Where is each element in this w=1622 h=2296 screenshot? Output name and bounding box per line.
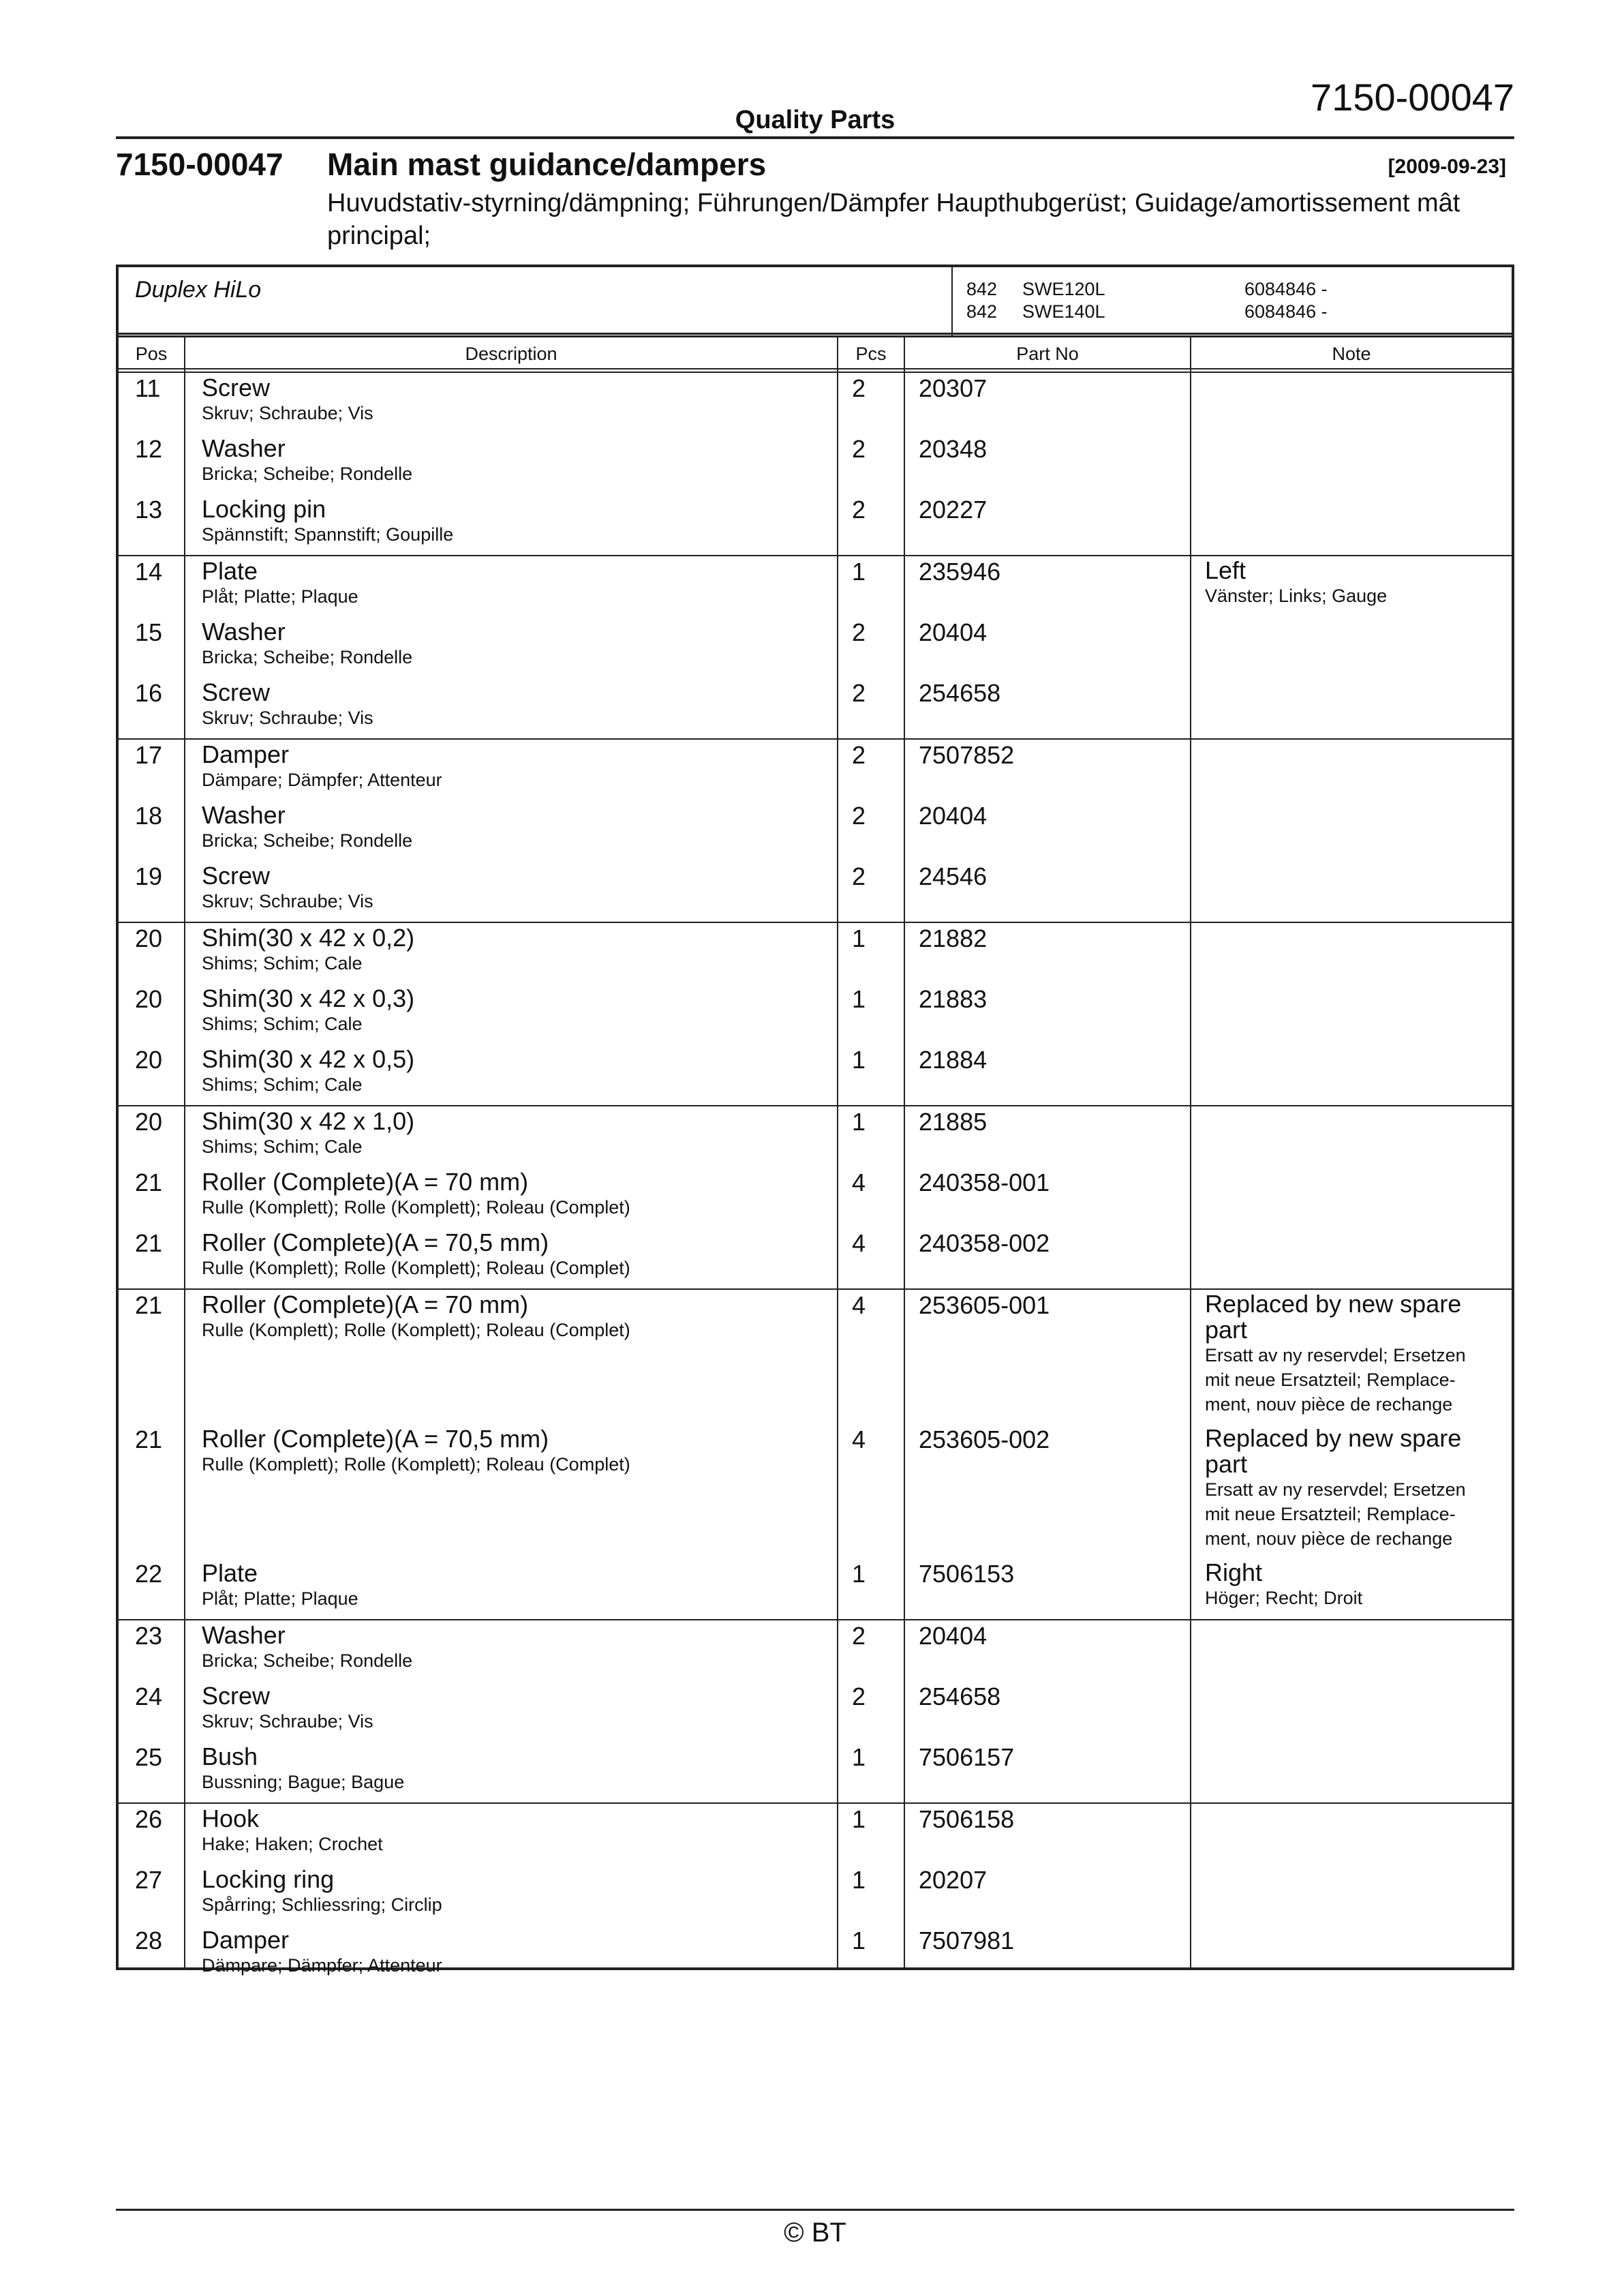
part-no-cell: 235946 bbox=[919, 558, 1001, 586]
description-cell bbox=[202, 741, 442, 791]
description-text: Locking pin bbox=[202, 495, 326, 523]
description-translation: Dämpare; Dämpfer; Attenteur bbox=[202, 1955, 442, 1976]
variant-model: SWE120L bbox=[1022, 279, 1105, 299]
variant-serial: 6084846 - bbox=[1244, 301, 1328, 322]
table-row bbox=[119, 494, 1512, 555]
part-no-cell: 20404 bbox=[919, 1622, 988, 1650]
table-row bbox=[119, 1106, 1512, 1167]
row-group bbox=[119, 373, 1512, 556]
column-header-row bbox=[119, 337, 1512, 368]
description-text: Shim(30 x 42 x 0,5) bbox=[202, 1045, 415, 1073]
description-text: Bush bbox=[202, 1742, 258, 1770]
pcs-cell: 1 bbox=[852, 1927, 866, 1954]
description-cell bbox=[202, 1425, 630, 1476]
pcs-cell: 4 bbox=[852, 1229, 866, 1257]
table-row bbox=[119, 617, 1512, 678]
description-cell bbox=[202, 1046, 414, 1096]
pcs-cell: 1 bbox=[852, 985, 866, 1013]
pos-cell: 25 bbox=[135, 1743, 163, 1771]
description-cell bbox=[202, 435, 412, 485]
description-translation: Bricka; Scheibe; Rondelle bbox=[202, 464, 413, 484]
pos-cell: 20 bbox=[135, 985, 163, 1013]
description-text: Screw bbox=[202, 374, 271, 402]
part-no-cell: 20307 bbox=[919, 374, 988, 402]
pos-cell: 20 bbox=[135, 924, 163, 952]
column-header-description: Description bbox=[465, 344, 557, 364]
description-text: Shim(30 x 42 x 0,2) bbox=[202, 924, 415, 952]
pcs-cell: 2 bbox=[852, 496, 866, 524]
pos-cell: 20 bbox=[135, 1046, 163, 1074]
description-text: Washer bbox=[202, 618, 286, 646]
table-row bbox=[119, 923, 1512, 984]
pos-cell: 26 bbox=[135, 1805, 163, 1833]
column-header-part-no: Part No bbox=[1016, 344, 1079, 364]
part-no-cell: 20227 bbox=[919, 496, 988, 524]
row-group bbox=[119, 1804, 1512, 1986]
row-group bbox=[119, 923, 1512, 1106]
description-translation: Plåt; Platte; Plaque bbox=[202, 1588, 358, 1609]
column-header-note: Note bbox=[1332, 344, 1371, 364]
pcs-cell: 2 bbox=[852, 862, 866, 890]
table-row bbox=[119, 1044, 1512, 1105]
table-row bbox=[119, 1167, 1512, 1228]
pcs-cell: 2 bbox=[852, 679, 866, 707]
note-text: Left bbox=[1205, 556, 1246, 584]
description-translation: Bussning; Bague; Bague bbox=[202, 1772, 405, 1792]
description-translation: Shims; Schim; Cale bbox=[202, 1074, 363, 1095]
part-no-cell: 20404 bbox=[919, 802, 988, 830]
row-group bbox=[119, 1290, 1512, 1620]
description-cell bbox=[202, 985, 414, 1036]
table-row bbox=[119, 740, 1512, 800]
description-cell bbox=[202, 924, 414, 975]
pcs-cell: 1 bbox=[852, 1805, 866, 1833]
table-row bbox=[119, 556, 1512, 617]
part-no-cell: 21883 bbox=[919, 985, 988, 1013]
pcs-cell: 2 bbox=[852, 802, 866, 830]
description-translation: Rulle (Komplett); Rolle (Komplett); Roleau (Complet) bbox=[202, 1320, 630, 1340]
description-translation: Dämpare; Dämpfer; Attenteur bbox=[202, 770, 442, 790]
description-cell bbox=[202, 1168, 630, 1219]
variant-code: 842 bbox=[966, 301, 998, 322]
column-header-divider bbox=[119, 368, 1512, 373]
description-translation: Bricka; Scheibe; Rondelle bbox=[202, 1650, 413, 1671]
pos-cell: 15 bbox=[135, 618, 163, 646]
pcs-cell: 1 bbox=[852, 1560, 866, 1588]
description-translation: Rulle (Komplett); Rolle (Komplett); Roleau (Complet) bbox=[202, 1197, 630, 1218]
table-row bbox=[119, 1804, 1512, 1864]
pos-cell: 17 bbox=[135, 741, 163, 769]
description-translation: Shims; Schim; Cale bbox=[202, 953, 363, 973]
page-footer bbox=[116, 2209, 1514, 2248]
description-cell bbox=[202, 1560, 358, 1610]
description-cell bbox=[202, 862, 373, 913]
doc-number: 7150-00047 bbox=[116, 147, 284, 182]
description-cell bbox=[202, 679, 373, 729]
description-translation: Skruv; Schraube; Vis bbox=[202, 708, 373, 728]
doc-date: [2009-09-23] bbox=[1388, 155, 1506, 178]
row-group bbox=[119, 556, 1512, 740]
variant-serial: 6084846 - bbox=[1244, 279, 1328, 299]
description-translation: Bricka; Scheibe; Rondelle bbox=[202, 830, 413, 851]
description-text: Screw bbox=[202, 1682, 271, 1710]
note-text: Replaced by new spare part bbox=[1205, 1290, 1462, 1344]
model-divider bbox=[119, 333, 1512, 337]
description-translation: Skruv; Schraube; Vis bbox=[202, 891, 373, 911]
model-row bbox=[119, 267, 1512, 335]
description-translation: Shims; Schim; Cale bbox=[202, 1014, 363, 1034]
description-translation: Skruv; Schraube; Vis bbox=[202, 1711, 373, 1732]
pos-cell: 12 bbox=[135, 435, 163, 463]
description-text: Screw bbox=[202, 678, 271, 706]
description-text: Washer bbox=[202, 1621, 286, 1649]
part-no-cell: 240358-001 bbox=[919, 1168, 1050, 1196]
part-no-cell: 240358-002 bbox=[919, 1229, 1050, 1257]
row-group bbox=[119, 1106, 1512, 1290]
note-cell bbox=[1205, 1560, 1491, 1610]
table-row bbox=[119, 1742, 1512, 1802]
description-text: Roller (Complete)(A = 70 mm) bbox=[202, 1290, 529, 1318]
part-no-cell: 24546 bbox=[919, 862, 988, 890]
description-text: Roller (Complete)(A = 70,5 mm) bbox=[202, 1228, 549, 1256]
pcs-cell: 2 bbox=[852, 435, 866, 463]
pos-cell: 23 bbox=[135, 1622, 163, 1650]
pos-cell: 20 bbox=[135, 1108, 163, 1136]
description-text: Shim(30 x 42 x 1,0) bbox=[202, 1107, 415, 1135]
model-separator bbox=[951, 267, 953, 335]
table-row bbox=[119, 373, 1512, 434]
table-row bbox=[119, 434, 1512, 494]
description-translation: Spårring; Schliessring; Circlip bbox=[202, 1894, 442, 1915]
row-group bbox=[119, 1620, 1512, 1804]
pos-cell: 21 bbox=[135, 1291, 163, 1319]
table-row bbox=[119, 984, 1512, 1044]
description-text: Plate bbox=[202, 1559, 258, 1587]
description-translation: Shims; Schim; Cale bbox=[202, 1136, 363, 1157]
note-cell bbox=[1205, 1425, 1491, 1551]
variant-model: SWE140L bbox=[1022, 301, 1105, 322]
pcs-cell: 2 bbox=[852, 1682, 866, 1710]
footer-copyright: © BT bbox=[784, 2218, 846, 2248]
variant-code: 842 bbox=[966, 279, 998, 299]
table-row bbox=[119, 1228, 1512, 1288]
column-header-pcs: Pcs bbox=[855, 344, 887, 364]
doc-title: Main mast guidance/dampers bbox=[327, 147, 767, 182]
table-row bbox=[119, 1925, 1512, 1986]
pcs-cell: 2 bbox=[852, 374, 866, 402]
description-text: Washer bbox=[202, 434, 286, 462]
note-text: Replaced by new spare part bbox=[1205, 1424, 1462, 1478]
pcs-cell: 4 bbox=[852, 1425, 866, 1453]
description-cell bbox=[202, 558, 358, 608]
pos-cell: 24 bbox=[135, 1682, 163, 1710]
part-no-cell: 254658 bbox=[919, 679, 1001, 707]
pos-cell: 19 bbox=[135, 862, 163, 890]
description-translation: Rulle (Komplett); Rolle (Komplett); Roleau (Complet) bbox=[202, 1258, 630, 1278]
table-row bbox=[119, 800, 1512, 861]
pcs-cell: 2 bbox=[852, 1622, 866, 1650]
pos-cell: 11 bbox=[135, 374, 161, 402]
table-row bbox=[119, 1681, 1512, 1742]
parts-table bbox=[116, 265, 1514, 1976]
pcs-cell: 1 bbox=[852, 1046, 866, 1074]
pos-cell: 14 bbox=[135, 558, 163, 586]
column-header-pos: Pos bbox=[135, 344, 168, 364]
description-translation: Hake; Haken; Crochet bbox=[202, 1834, 383, 1854]
pcs-cell: 1 bbox=[852, 558, 866, 586]
note-translation: Vänster; Links; Gauge bbox=[1205, 586, 1388, 606]
part-no-cell: 7506158 bbox=[919, 1805, 1015, 1833]
table-row bbox=[119, 1864, 1512, 1925]
pos-cell: 28 bbox=[135, 1927, 163, 1954]
note-translation: Ersatt av ny reservdel; Ersetzen mit neue Ersatzteil; Remplace-ment, nouv pièce de rechange bbox=[1205, 1479, 1466, 1549]
part-no-cell: 20207 bbox=[919, 1866, 988, 1894]
pcs-cell: 4 bbox=[852, 1291, 866, 1319]
description-cell bbox=[202, 1866, 442, 1916]
description-cell bbox=[202, 1682, 373, 1733]
description-text: Screw bbox=[202, 862, 271, 890]
part-no-cell: 253605-002 bbox=[919, 1425, 1050, 1453]
part-no-cell: 254658 bbox=[919, 1682, 1001, 1710]
page-header bbox=[116, 75, 1514, 139]
description-cell bbox=[202, 1622, 412, 1672]
description-cell bbox=[202, 1743, 404, 1794]
part-no-cell: 21884 bbox=[919, 1046, 988, 1074]
part-no-cell: 7506153 bbox=[919, 1560, 1015, 1588]
pos-cell: 22 bbox=[135, 1560, 163, 1588]
part-no-cell: 20404 bbox=[919, 618, 988, 646]
part-no-cell: 7507852 bbox=[919, 741, 1015, 769]
description-cell bbox=[202, 496, 453, 546]
description-text: Hook bbox=[202, 1804, 260, 1832]
description-cell bbox=[202, 1291, 630, 1342]
description-cell bbox=[202, 374, 373, 425]
description-text: Roller (Complete)(A = 70 mm) bbox=[202, 1168, 529, 1196]
description-translation: Rulle (Komplett); Rolle (Komplett); Roleau (Complet) bbox=[202, 1454, 630, 1475]
model-name: Duplex HiLo bbox=[135, 277, 262, 303]
pcs-cell: 1 bbox=[852, 924, 866, 952]
note-cell bbox=[1205, 1291, 1491, 1417]
row-group bbox=[119, 740, 1512, 923]
table-row bbox=[119, 1290, 1512, 1424]
pos-cell: 21 bbox=[135, 1229, 163, 1257]
description-translation: Bricka; Scheibe; Rondelle bbox=[202, 647, 413, 667]
table-row bbox=[119, 1424, 1512, 1558]
pos-cell: 16 bbox=[135, 679, 163, 707]
pcs-cell: 1 bbox=[852, 1108, 866, 1136]
description-translation: Spännstift; Spannstift; Goupille bbox=[202, 524, 454, 545]
pos-cell: 21 bbox=[135, 1425, 163, 1453]
table-row bbox=[119, 678, 1512, 738]
header-label: Quality Parts bbox=[735, 106, 896, 134]
pcs-cell: 2 bbox=[852, 741, 866, 769]
description-text: Locking ring bbox=[202, 1865, 335, 1893]
table-row bbox=[119, 1620, 1512, 1681]
pos-cell: 21 bbox=[135, 1168, 163, 1196]
description-translation: Skruv; Schraube; Vis bbox=[202, 403, 373, 423]
part-no-cell: 21885 bbox=[919, 1108, 988, 1136]
description-cell bbox=[202, 1229, 630, 1280]
part-no-cell: 7507981 bbox=[919, 1927, 1015, 1954]
description-text: Damper bbox=[202, 740, 290, 768]
description-text: Shim(30 x 42 x 0,3) bbox=[202, 984, 415, 1012]
description-cell bbox=[202, 1108, 414, 1158]
part-no-cell: 21882 bbox=[919, 924, 988, 952]
description-cell bbox=[202, 618, 412, 669]
description-cell bbox=[202, 802, 412, 852]
part-no-cell: 20348 bbox=[919, 435, 988, 463]
pos-cell: 18 bbox=[135, 802, 163, 830]
note-translation: Ersatt av ny reservdel; Ersetzen mit neue Ersatzteil; Remplace-ment, nouv pièce de rechange bbox=[1205, 1345, 1466, 1415]
description-text: Plate bbox=[202, 557, 258, 585]
description-translation: Plåt; Platte; Plaque bbox=[202, 586, 358, 607]
note-cell bbox=[1205, 558, 1491, 608]
description-cell bbox=[202, 1805, 383, 1856]
header-doc-number: 7150-00047 bbox=[1311, 76, 1514, 119]
doc-subtitle: Huvudstativ-styrning/dämpning; Führungen/Dämpfer Haupthubgerüst; Guidage/amortissement mât principal; bbox=[327, 189, 1460, 250]
pcs-cell: 1 bbox=[852, 1743, 866, 1771]
description-text: Damper bbox=[202, 1926, 290, 1954]
table-row bbox=[119, 861, 1512, 922]
note-text: Right bbox=[1205, 1558, 1263, 1586]
description-text: Roller (Complete)(A = 70,5 mm) bbox=[202, 1425, 549, 1453]
description-text: Washer bbox=[202, 801, 286, 829]
part-no-cell: 7506157 bbox=[919, 1743, 1015, 1771]
part-no-cell: 253605-001 bbox=[919, 1291, 1050, 1319]
parts-groups bbox=[119, 373, 1512, 1986]
note-translation: Höger; Recht; Droit bbox=[1205, 1588, 1363, 1608]
pcs-cell: 1 bbox=[852, 1866, 866, 1894]
pos-cell: 27 bbox=[135, 1866, 163, 1894]
pcs-cell: 4 bbox=[852, 1168, 866, 1196]
description-cell bbox=[202, 1927, 442, 1977]
table-row bbox=[119, 1558, 1512, 1619]
pos-cell: 13 bbox=[135, 496, 163, 524]
pcs-cell: 2 bbox=[852, 618, 866, 646]
